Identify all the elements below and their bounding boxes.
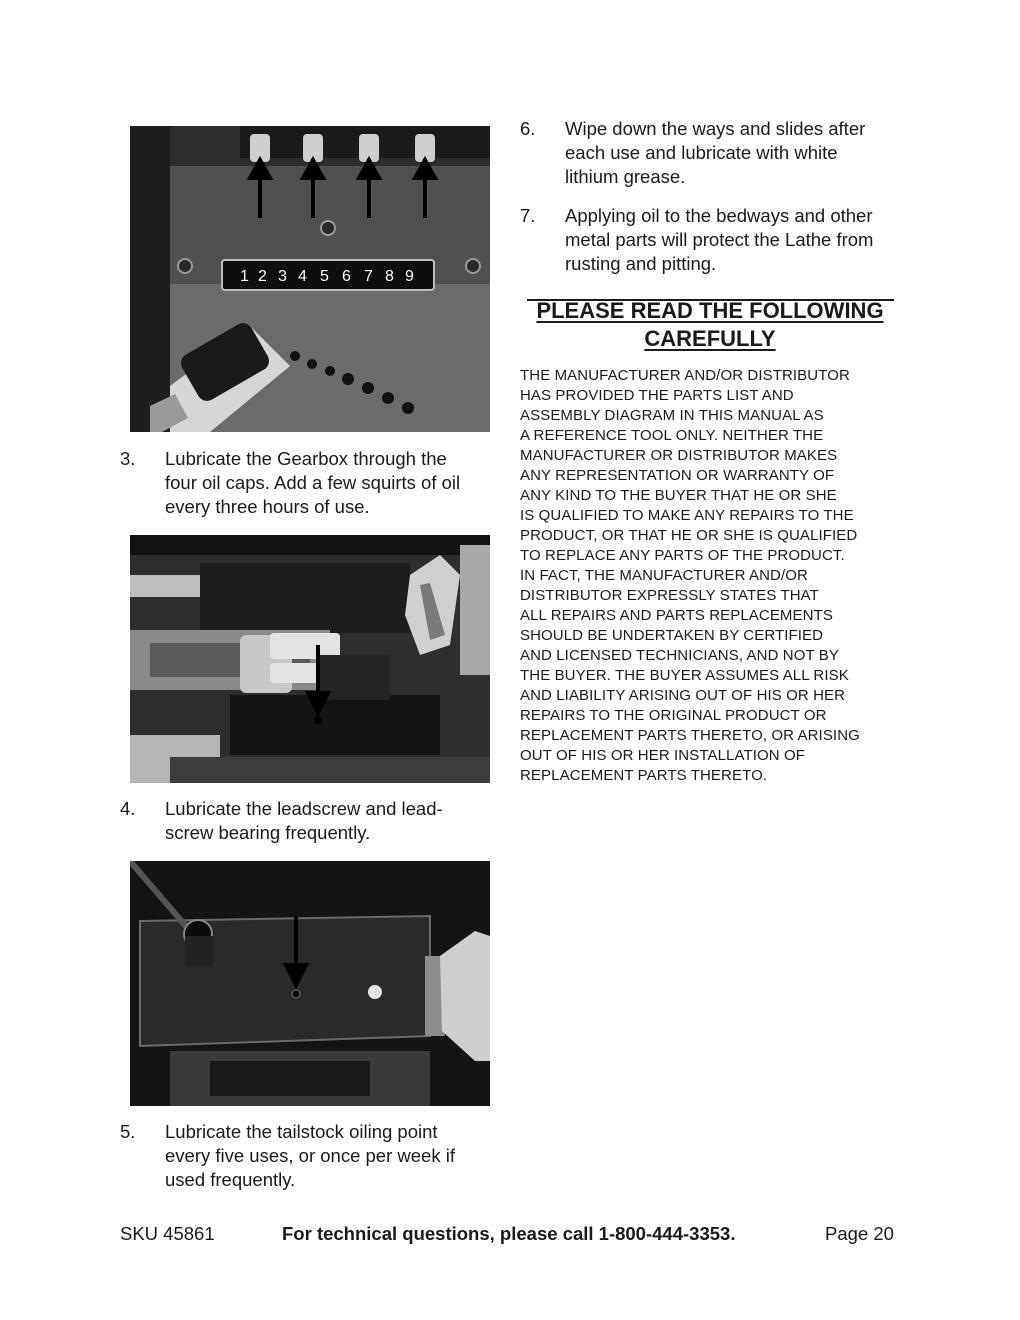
disclaimer-line: HAS PROVIDED THE PARTS LIST AND [520, 387, 794, 404]
plate-digit: 8 [385, 268, 394, 285]
step-text-line: used frequently. [165, 1169, 296, 1190]
disclaimer-line: ASSEMBLY DIAGRAM IN THIS MANUAL AS [520, 407, 824, 424]
disclaimer-line: TO REPLACE ANY PARTS OF THE PRODUCT. [520, 547, 845, 564]
disclaimer-line: MANUFACTURER OR DISTRIBUTOR MAKES [520, 447, 838, 464]
step-number: 4. [120, 798, 136, 819]
disclaimer-line: ANY KIND TO THE BUYER THAT HE OR SHE [520, 487, 837, 504]
notice-heading-line: PLEASE READ THE FOLLOWING [536, 298, 884, 323]
plate-digit: 5 [320, 268, 329, 285]
plate-digit: 2 [258, 268, 267, 285]
plate-digit: 9 [405, 268, 414, 285]
step-text [565, 117, 865, 189]
notice-heading-line: CAREFULLY [644, 326, 776, 351]
disclaimer-line: ALL REPAIRS AND PARTS REPLACEMENTS [520, 607, 833, 624]
tailstock-photo-drawing [130, 861, 490, 1106]
step-number: 6. [520, 118, 536, 139]
disclaimer-line: PRODUCT, OR THAT HE OR SHE IS QUALIFIED [520, 527, 858, 544]
footer-tech-support: For technical questions, please call 1-800-444-3353. [282, 1223, 736, 1244]
gearbox-photo-drawing [130, 126, 490, 432]
footer-sku: SKU 45861 [120, 1223, 215, 1244]
disclaimer-line: DISTRIBUTOR EXPRESSLY STATES THAT [520, 587, 819, 604]
number-plate-digits [240, 268, 414, 285]
disclaimer-text [520, 366, 905, 786]
step-text-line: rusting and pitting. [565, 253, 717, 274]
plate-digit: 6 [342, 268, 351, 285]
disclaimer-line: REPLACEMENT PARTS THERETO. [520, 767, 768, 784]
footer-page-number: Page 20 [825, 1223, 894, 1244]
disclaimer-line: SHOULD BE UNDERTAKEN BY CERTIFIED [520, 627, 824, 644]
step-text-line: Lubricate the leadscrew and lead- [165, 798, 443, 819]
gearbox-oil-caps-photo [130, 126, 490, 432]
disclaimer-line: REPAIRS TO THE ORIGINAL PRODUCT OR [520, 707, 827, 724]
step-text-line: every three hours of use. [165, 496, 370, 517]
plate-digit: 1 [240, 268, 249, 285]
step-text-line: Lubricate the Gearbox through the [165, 448, 447, 469]
disclaimer-line: AND LICENSED TECHNICIANS, AND NOT BY [520, 647, 839, 664]
step-text [165, 447, 460, 519]
leadscrew-photo [130, 535, 490, 783]
disclaimer-line: A REFERENCE TOOL ONLY. NEITHER THE [520, 427, 824, 444]
step-text-line: lithium grease. [565, 166, 686, 187]
step-number: 3. [120, 448, 136, 469]
step-text [565, 204, 873, 276]
step-text-line: each use and lubricate with white [565, 142, 838, 163]
plate-digit: 3 [278, 268, 287, 285]
disclaimer-line: AND LIABILITY ARISING OUT OF HIS OR HER [520, 687, 846, 704]
disclaimer-line: IS QUALIFIED TO MAKE ANY REPAIRS TO THE [520, 507, 854, 524]
step-text [165, 1120, 455, 1192]
plate-digit: 4 [298, 268, 307, 285]
leadscrew-photo-drawing [130, 535, 490, 783]
notice-heading [520, 297, 900, 353]
step-number: 7. [520, 205, 536, 226]
step-text-line: screw bearing frequently. [165, 822, 371, 843]
disclaimer-line: REPLACEMENT PARTS THERETO, OR ARISING [520, 727, 860, 744]
step-text-line: metal parts will protect the Lathe from [565, 229, 874, 250]
step-text-line: four oil caps. Add a few squirts of oil [165, 472, 461, 493]
step-text-line: Applying oil to the bedways and other [565, 205, 873, 226]
plate-digit: 7 [364, 268, 373, 285]
tailstock-photo [130, 861, 490, 1106]
disclaimer-line: THE MANUFACTURER AND/OR DISTRIBUTOR [520, 367, 850, 384]
step-number: 5. [120, 1121, 136, 1142]
disclaimer-line: ANY REPRESENTATION OR WARRANTY OF [520, 467, 835, 484]
step-text-line: Wipe down the ways and slides after [565, 118, 866, 139]
step-text-line: Lubricate the tailstock oiling point [165, 1121, 438, 1142]
step-text [165, 797, 443, 845]
disclaimer-line: IN FACT, THE MANUFACTURER AND/OR [520, 567, 808, 584]
disclaimer-line: THE BUYER. THE BUYER ASSUMES ALL RISK [520, 667, 849, 684]
disclaimer-line: OUT OF HIS OR HER INSTALLATION OF [520, 747, 805, 764]
step-text-line: every five uses, or once per week if [165, 1145, 455, 1166]
